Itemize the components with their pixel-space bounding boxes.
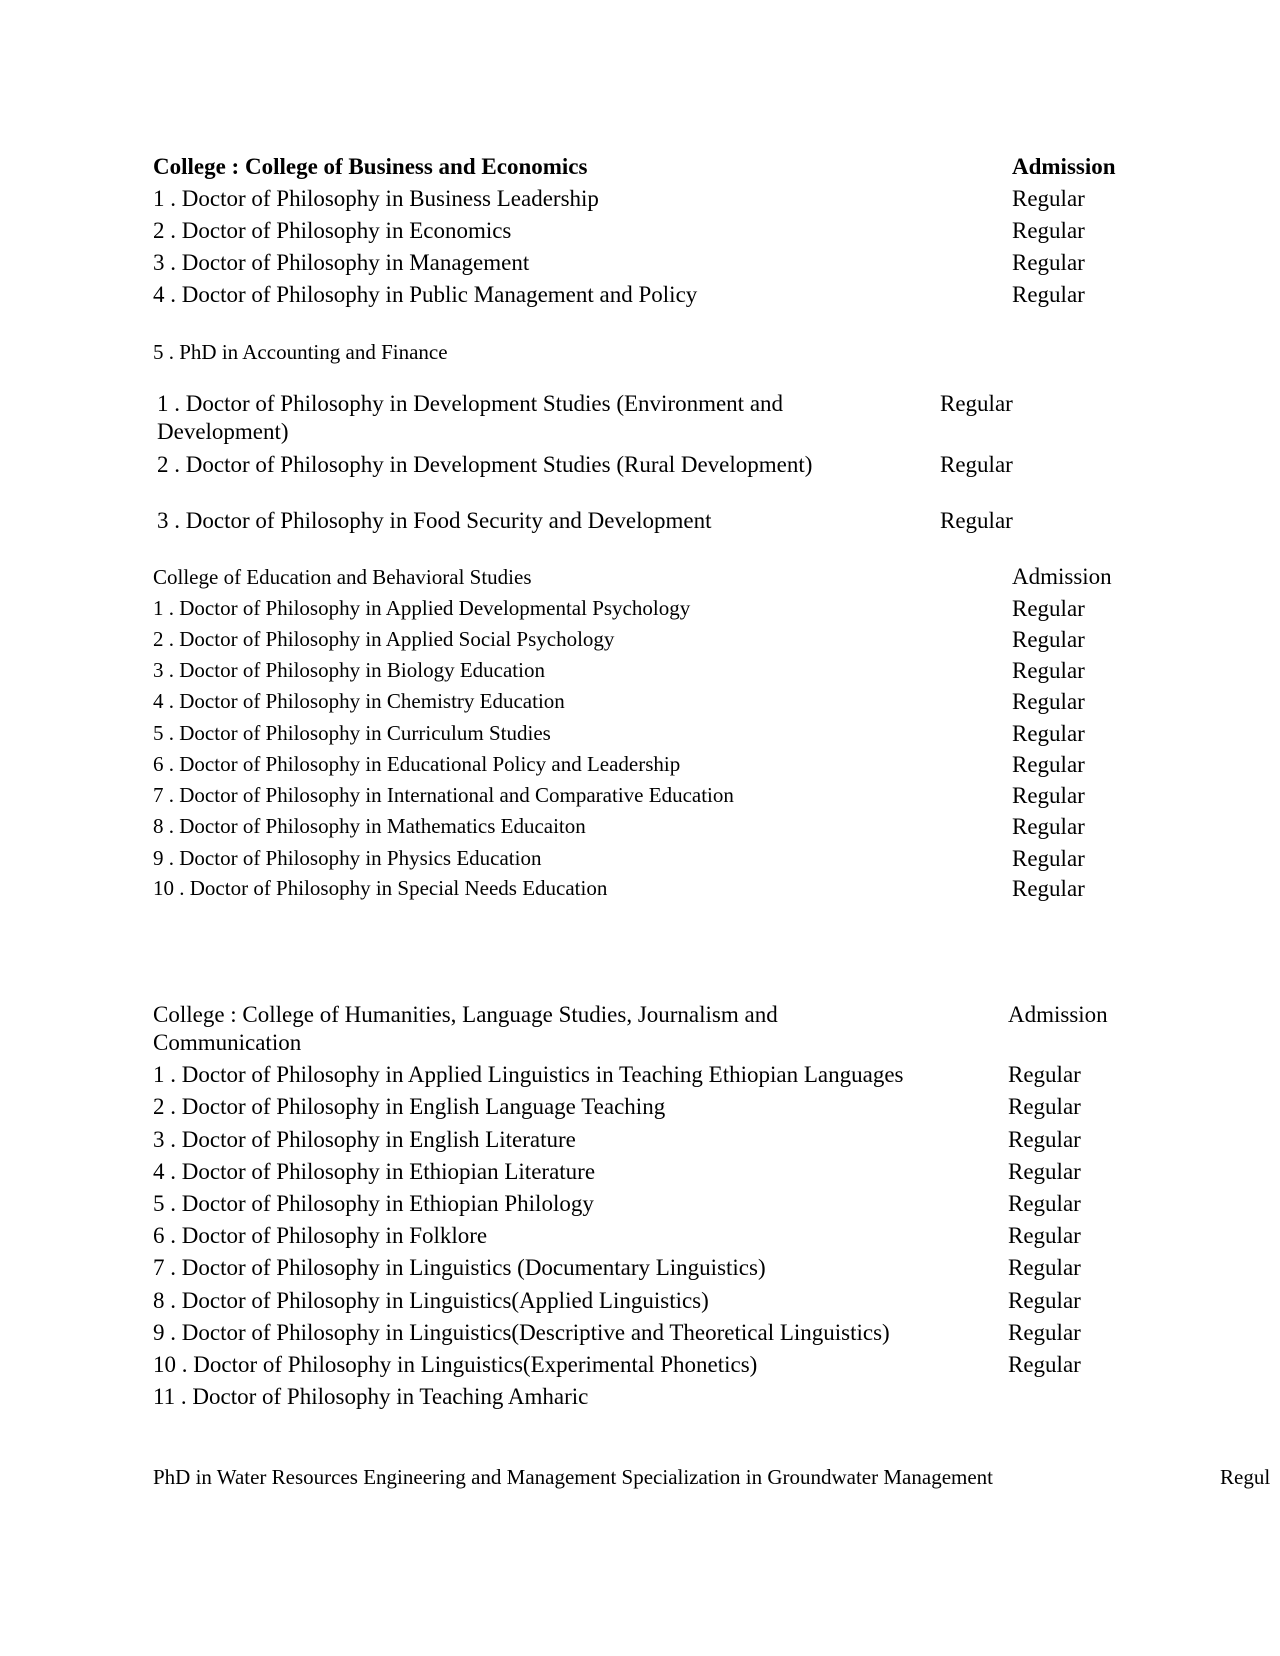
admission-header: Admission — [1008, 1002, 1108, 1027]
admission-value: Regular — [1008, 1352, 1081, 1377]
admission-value: Regular — [1012, 282, 1085, 307]
admission-value: Regular — [1008, 1223, 1081, 1248]
admission-value: Regular — [1008, 1320, 1081, 1345]
admission-value: Regular — [1012, 721, 1085, 746]
program-label: 10 . Doctor of Philosophy in Special Needs Education — [153, 876, 608, 900]
program-label: 5 . Doctor of Philosophy in Ethiopian Philology — [153, 1191, 594, 1216]
program-label: 2 . Doctor of Philosophy in Applied Social Psychology — [153, 627, 615, 651]
admission-value: Regular — [1008, 1255, 1081, 1280]
program-label: 8 . Doctor of Philosophy in Linguistics(Applied Linguistics) — [153, 1288, 709, 1313]
admission-value: Regular — [1012, 250, 1085, 275]
admission-value: Regular — [1012, 876, 1085, 901]
admission-value: Regular — [1012, 596, 1085, 621]
college-heading-humanities: College : College of Humanities, Language Studies, Journalism and Communication — [153, 1002, 778, 1055]
admission-value: Regular — [1012, 783, 1085, 808]
admission-value: Regular — [1008, 1191, 1081, 1216]
admission-value: Regular — [1008, 1127, 1081, 1152]
admission-value: Regul — [1220, 1465, 1271, 1489]
college-heading-education: College of Education and Behavioral Studies — [153, 565, 532, 589]
program-label: 3 . Doctor of Philosophy in English Literature — [153, 1127, 576, 1152]
admission-header: Admission — [1012, 154, 1116, 179]
program-label: 1 . Doctor of Philosophy in Business Leadership — [153, 186, 599, 211]
admission-value: Regular — [1008, 1159, 1081, 1184]
program-label: 2 . Doctor of Philosophy in English Language Teaching — [153, 1094, 666, 1119]
admission-value: Regular — [1008, 1094, 1081, 1119]
admission-value: Regular — [940, 452, 1013, 477]
program-label: 1 . Doctor of Philosophy in Development Studies (Environment and Development) — [157, 391, 784, 444]
program-label: 2 . Doctor of Philosophy in Economics — [153, 218, 512, 243]
admission-value: Regular — [940, 508, 1013, 533]
college-heading-business: College : College of Business and Economics — [153, 154, 588, 179]
program-label: 2 . Doctor of Philosophy in Development Studies (Rural Development) — [157, 452, 813, 477]
program-label: 3 . Doctor of Philosophy in Management — [153, 250, 530, 275]
program-label: 5 . PhD in Accounting and Finance — [153, 340, 448, 364]
program-label: PhD in Water Resources Engineering and Management Specialization in Groundwater Management — [153, 1465, 993, 1489]
program-label: 1 . Doctor of Philosophy in Applied Developmental Psychology — [153, 596, 691, 620]
admission-value: Regular — [1012, 814, 1085, 839]
program-label: 10 . Doctor of Philosophy in Linguistics(Experimental Phonetics) — [153, 1352, 758, 1377]
admission-value: Regular — [1012, 627, 1085, 652]
program-label: 11 . Doctor of Philosophy in Teaching Amharic — [153, 1384, 589, 1409]
program-label: 4 . Doctor of Philosophy in Ethiopian Literature — [153, 1159, 596, 1184]
program-label: 9 . Doctor of Philosophy in Linguistics(Descriptive and Theoretical Linguistics) — [153, 1320, 890, 1345]
admission-value: Regular — [1012, 846, 1085, 871]
program-label: 6 . Doctor of Philosophy in Educational Policy and Leadership — [153, 752, 681, 776]
program-label: 7 . Doctor of Philosophy in International and Comparative Education — [153, 783, 734, 807]
program-label: 1 . Doctor of Philosophy in Applied Linguistics in Teaching Ethiopian Languages — [153, 1062, 904, 1087]
admission-value: Regular — [1012, 752, 1085, 777]
program-label: 4 . Doctor of Philosophy in Chemistry Education — [153, 689, 565, 713]
program-label: 3 . Doctor of Philosophy in Biology Education — [153, 658, 545, 682]
admission-value: Regular — [1012, 186, 1085, 211]
admission-value: Regular — [1012, 218, 1085, 243]
program-label: 5 . Doctor of Philosophy in Curriculum Studies — [153, 721, 551, 745]
program-label: 6 . Doctor of Philosophy in Folklore — [153, 1223, 488, 1248]
program-label: 7 . Doctor of Philosophy in Linguistics (Documentary Linguistics) — [153, 1255, 766, 1280]
program-label: 4 . Doctor of Philosophy in Public Management and Policy — [153, 282, 698, 307]
admission-value: Regular — [1008, 1288, 1081, 1313]
admission-value: Regular — [1012, 658, 1085, 683]
admission-header: Admission — [1012, 564, 1112, 589]
admission-value: Regular — [940, 391, 1013, 416]
program-label: 3 . Doctor of Philosophy in Food Security and Development — [157, 508, 712, 533]
program-label: 9 . Doctor of Philosophy in Physics Education — [153, 846, 542, 870]
admission-value: Regular — [1008, 1062, 1081, 1087]
admission-value: Regular — [1012, 689, 1085, 714]
program-label: 8 . Doctor of Philosophy in Mathematics Educaiton — [153, 814, 586, 838]
